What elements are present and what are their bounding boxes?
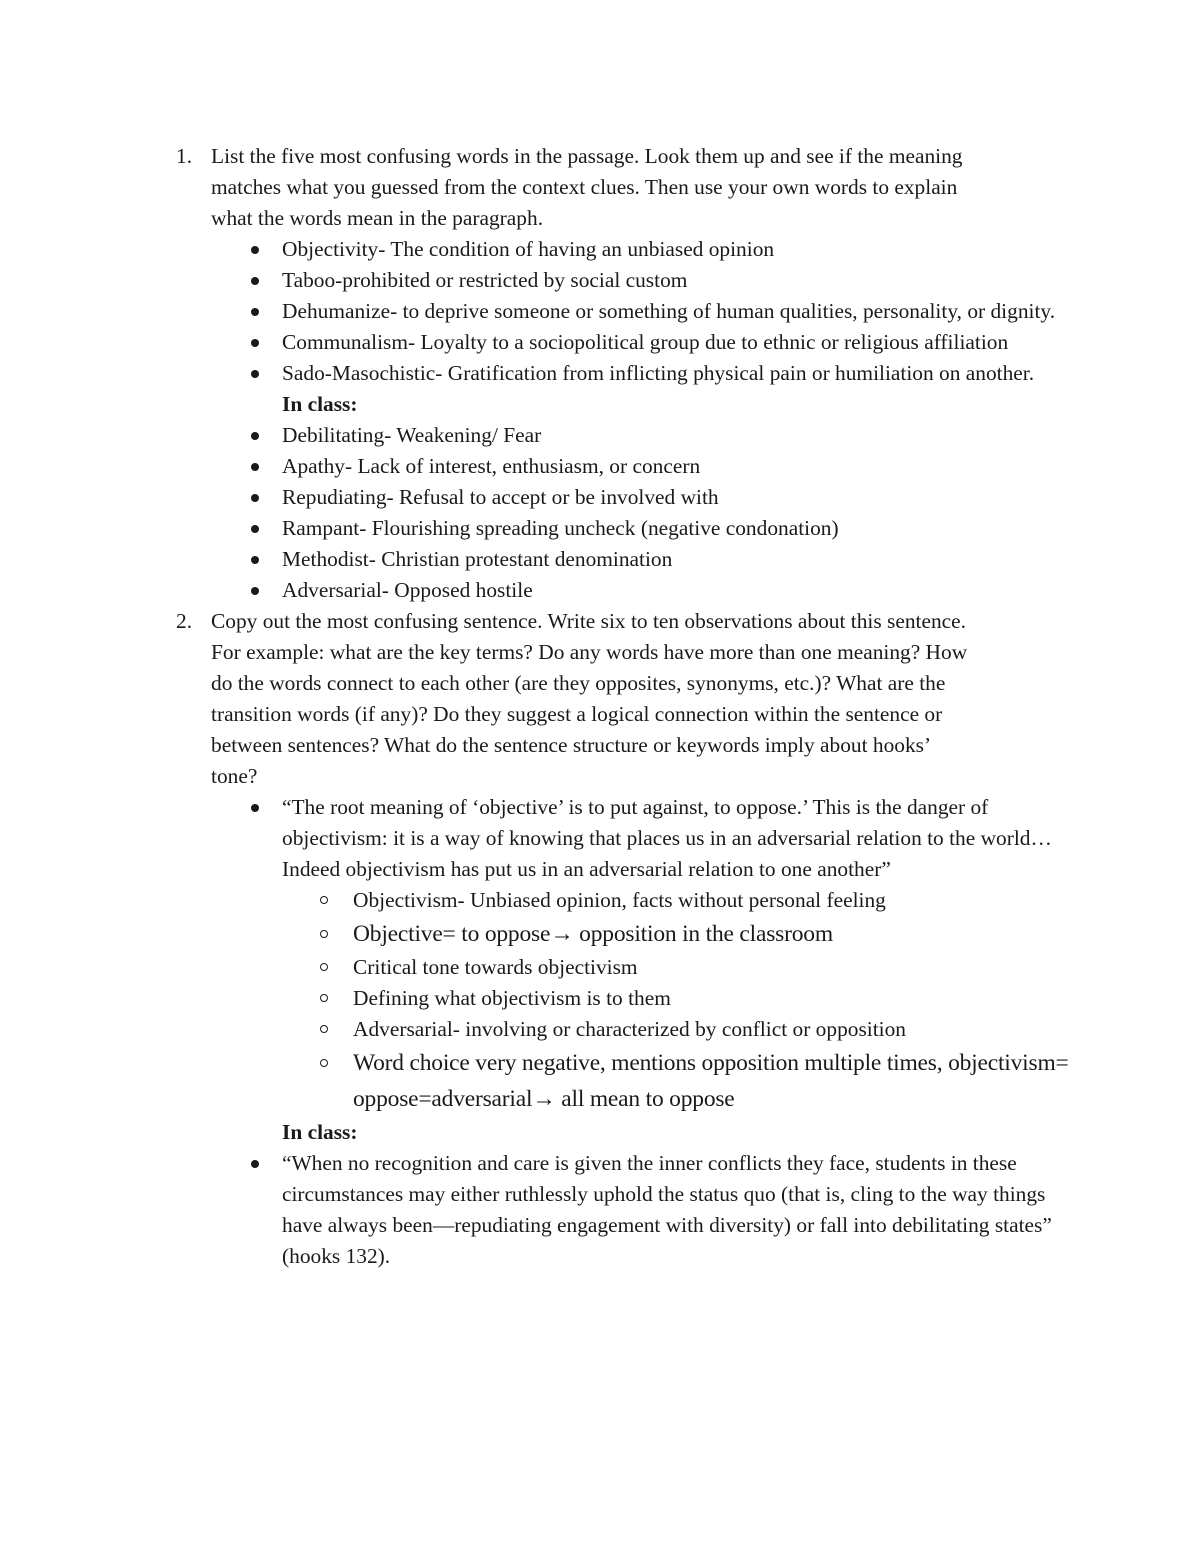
question-1	[0, 141, 1056, 606]
in-class-quoted-sentence: “When no recognition and care is given the inner conflicts they face, students in these circumstances may either ruthlessly uphold the status quo (that is, cling to the way things have always been—repudiating engagement with diversity) or fall into debilitating states” (hooks 132).	[211, 1148, 1062, 1272]
vocab-item: Methodist- Christian protestant denomination	[211, 544, 1062, 575]
prompt-line: Copy out the most confusing sentence. Write six to ten observations about this sentence.	[211, 609, 967, 633]
quote-list	[211, 792, 1056, 885]
question-prompt	[211, 606, 1056, 792]
question-number: 2.	[176, 609, 193, 633]
vocab-item: Repudiating- Refusal to accept or be involved with	[211, 482, 1062, 513]
vocab-item: Communalism- Loyalty to a sociopolitical group due to ethnic or religious affiliation	[211, 327, 1062, 358]
prompt-line: transition words (if any)? Do they suggest a logical connection within the sentence or	[211, 702, 943, 726]
in-class-quote-list	[211, 1148, 1056, 1272]
vocab-list	[211, 234, 1056, 389]
observation-item: Objective= to oppose→ opposition in the classroom	[211, 916, 1073, 952]
vocab-item: Taboo-prohibited or restricted by social custom	[211, 265, 1062, 296]
prompt-line: tone?	[211, 764, 258, 788]
vocab-item: Apathy- Lack of interest, enthusiasm, or concern	[211, 451, 1062, 482]
question-number: 1.	[176, 144, 193, 168]
vocab-item: Sado-Masochistic- Gratification from inflicting physical pain or humiliation on another.	[211, 358, 1062, 389]
question-2	[0, 606, 1069, 1272]
observation-item: Adversarial- involving or characterized by conflict or opposition	[211, 1014, 1073, 1045]
prompt-line: between sentences? What do the sentence structure or keywords imply about hooks’	[211, 733, 932, 757]
question-prompt	[211, 141, 1056, 234]
vocab-item: Adversarial- Opposed hostile	[211, 575, 1062, 606]
observation-item: Defining what objectivism is to them	[211, 983, 1073, 1014]
in-class-vocab-list	[211, 420, 1056, 606]
vocab-item: Dehumanize- to deprive someone or something of human qualities, personality, or dignity.	[211, 296, 1062, 327]
in-class-heading: In class:	[282, 392, 358, 416]
prompt-line: what the words mean in the paragraph.	[211, 206, 544, 230]
prompt-line: do the words connect to each other (are they opposites, synonyms, etc.)? What are the	[211, 671, 946, 695]
in-class-heading: In class:	[282, 1120, 358, 1144]
vocab-item: Debilitating- Weakening/ Fear	[211, 420, 1062, 451]
quoted-sentence: “The root meaning of ‘objective’ is to put against, to oppose.’ This is the danger of objectivism: it is a way of knowing that places us in an adversarial relation to the world… Indeed objectivism has put us in an adversarial relation to one another”	[211, 792, 1062, 885]
observation-item: Critical tone towards objectivism	[211, 952, 1073, 983]
vocab-item: Objectivity- The condition of having an unbiased opinion	[211, 234, 1062, 265]
prompt-line: List the five most confusing words in the passage. Look them up and see if the meaning	[211, 144, 963, 168]
observation-item: Word choice very negative, mentions opposition multiple times, objectivism= oppose=adversarial→ all mean to oppose	[211, 1045, 1073, 1117]
vocab-item: Rampant- Flourishing spreading uncheck (negative condonation)	[211, 513, 1062, 544]
observation-list	[211, 885, 1069, 1117]
observation-item: Objectivism- Unbiased opinion, facts without personal feeling	[211, 885, 1073, 916]
prompt-line: matches what you guessed from the context clues. Then use your own words to explain	[211, 175, 958, 199]
document-body	[0, 141, 1200, 1272]
prompt-line: For example: what are the key terms? Do any words have more than one meaning? How	[211, 640, 968, 664]
